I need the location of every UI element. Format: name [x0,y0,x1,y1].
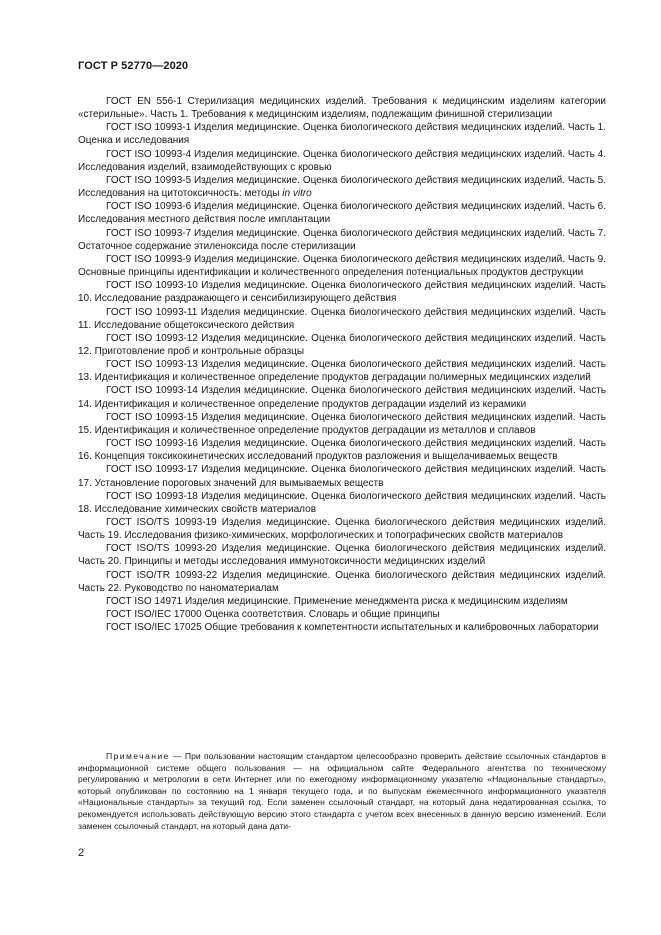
reference-entry [78,148,606,174]
reference-text: ГОСТ ISO/IEC 17025 Общие требования к компетентности испытательных и калибровочных лаборатории [106,622,599,634]
reference-text: ГОСТ ISO 10993-6 Изделия медицинские. Оценка биологического действия медицинских изделий. Часть 6. Исследования местного действия после имплантации [78,201,606,226]
reference-text: ГОСТ ISO 10993-5 Изделия медицинские. Оценка биологического действия медицинских изделий. Часть 5. Исследования на цитотоксичность: методы [78,174,606,200]
reference-entry [78,306,606,332]
document-code-header: ГОСТ Р 52770—2020 [78,60,189,72]
reference-entry [78,542,606,568]
reference-entry [78,121,606,147]
reference-text: ГОСТ ISO 10993-9 Изделия медицинские. Оценка биологического действия медицинских изделий. Часть 9. Основные принципы идентификации и количественного определения потенциальных продуктов деструкции [78,253,606,279]
reference-text: ГОСТ ISO 10993-13 Изделия медицинские. Оценка биологического действия медицинских изделий. Часть 13. Идентификация и количественное определение продуктов деградации полимерных медицинских изделий [78,359,606,384]
reference-text: ГОСТ ISO 10993-18 Изделия медицинские. Оценка биологического действия медицинских изделий. Часть 18. Исследование химических свойств материалов [78,490,606,515]
reference-entry [78,174,606,200]
reference-entry [78,200,606,226]
reference-entry [78,490,606,516]
reference-entry [78,227,606,253]
normative-references-list [78,95,606,634]
reference-text: ГОСТ ISO/IEC 17000 Оценка соответствия. Словарь и общие принципы [106,609,440,621]
reference-entry [78,95,606,121]
reference-text: ГОСТ ISO 10993-17 Изделия медицинские. Оценка биологического действия медицинских изделий. Часть 17. Установление пороговых значений для вымываемых веществ [78,464,606,489]
reference-entry [78,279,606,305]
reference-text: ГОСТ ISO/TR 10993-22 Изделия медицинские. Оценка биологического действия медицинских изделий. Часть 22. Руководство по наноматериалам [78,569,606,594]
page-number: 2 [78,847,85,859]
reference-entry [78,569,606,595]
reference-italic-text: in vitro [282,188,312,200]
reference-text: ГОСТ ISO 10993-10 Изделия медицинские. Оценка биологического действия медицинских изделий. Часть 10. Исследование раздражающего и сенсибилизирующего действия [78,280,606,305]
reference-text: ГОСТ ISO 10993-7 Изделия медицинские. Оценка биологического действия медицинских изделий. Часть 7. Остаточное содержание этиленоксида после стерилизации [78,227,606,252]
reference-entry [78,332,606,358]
reference-entry [78,608,606,621]
note-text: — При пользовании настоящим стандартом целесообразно проверить действие ссылочных стандартов в информационной системе общего пользования — на официальном сайте Федерального агентства по техническому регулированию и метрологии в сети Интернет или по ежегодному информационному указателю «Национальные стандарты», который опубликован по состоянию на 1 января текущего года, и по выпускам ежемесячного информационного указателя «Национальные стандарты» за текущий год. Если заменен ссылочный стандарт, на который дана недатированная ссылка, то рекомендуется использовать действующую версию этого стандарта с учетом всех внесенных в данную версию изменений. Если заменен ссылочный стандарт, на который дана дати- [78,751,606,831]
reference-text: ГОСТ ISO 10993-15 Изделия медицинские. Оценка биологического действия медицинских изделий. Часть 15. Идентификация и количественное определение продуктов деградации из металлов и сплавов [78,411,606,436]
reference-entry [78,358,606,384]
note-paragraph [78,751,606,832]
reference-text: ГОСТ ISO 10993-14 Изделия медицинские. Оценка биологического действия медицинских изделий. Часть 14. Идентификация и количественное определение продуктов деградации изделий из керамики [78,385,606,410]
reference-entry [78,384,606,410]
note-label: Примечание [106,751,170,761]
reference-entry [78,516,606,542]
reference-entry [78,437,606,463]
reference-entry [78,621,606,634]
reference-text: ГОСТ ISO 10993-16 Изделия медицинские. Оценка биологического действия медицинских изделий. Часть 16. Концепция токсикокинетических исследований продуктов разложения и выщелачиваемых веществ [78,438,606,463]
reference-entry [78,463,606,489]
reference-entry [78,595,606,608]
reference-text: ГОСТ ISO/TS 10993-19 Изделия медицинские. Оценка биологического действия медицинских изделий. Часть 19. Исследования физико-химических, морфологических и топографических свойств материалов [78,517,606,542]
reference-entry [78,411,606,437]
reference-text: ГОСТ ISO 14971 Изделия медицинские. Применение менеджмента риска к медицинским изделиям [106,595,568,607]
reference-text: ГОСТ ISO/TS 10993-20 Изделия медицинские. Оценка биологического действия медицинских изделий. Часть 20. Принципы и методы исследования иммунотоксичности медицинских изделий [78,543,606,568]
reference-text: ГОСТ ISO 10993-4 Изделия медицинские. Оценка биологического действия медицинских изделий. Часть 4. Исследования изделий, взаимодействующих с кровью [78,148,606,173]
reference-text: ГОСТ ISO 10993-1 Изделия медицинские. Оценка биологического действия медицинских изделий. Часть 1. Оценка и исследования [78,122,606,147]
reference-entry [78,253,606,279]
reference-text: ГОСТ EN 556-1 Стерилизация медицинских изделий. Требования к медицинским изделиям категории «стерильные». Часть 1. Требования к медицинским изделиям, подлежащим финишной стерилизации [78,96,606,121]
reference-text: ГОСТ ISO 10993-11 Изделия медицинские. Оценка биологического действия медицинских изделий. Часть 11. Исследование общетоксического действия [78,306,606,331]
reference-text: ГОСТ ISO 10993-12 Изделия медицинские. Оценка биологического действия медицинских изделий. Часть 12. Приготовление проб и контрольные образцы [78,332,606,357]
